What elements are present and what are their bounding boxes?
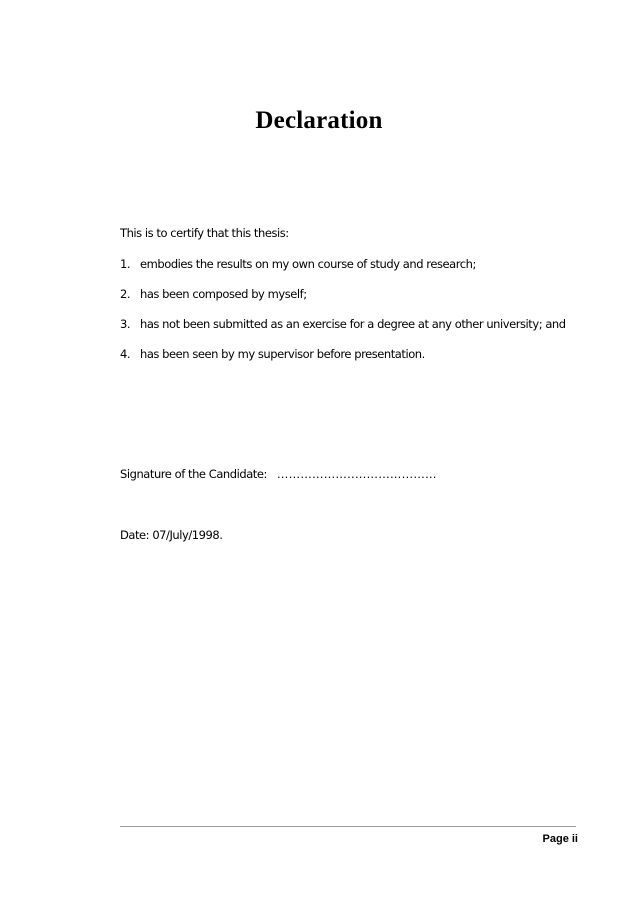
list-item [120,317,566,331]
list-item-number: 2. [120,287,131,301]
signature-line [120,467,437,481]
intro-text: This is to certify that this thesis: [120,226,289,240]
page-number: Page ii [542,833,578,845]
footer-divider [120,826,576,827]
list-item-text: has not been submitted as an exercise for a degree at any other university; and [140,317,566,331]
list-item [120,347,425,361]
signature-label: Signature of the Candidate: [120,467,267,481]
list-item-text: has been seen by my supervisor before presentation. [140,347,425,361]
page-title: Declaration [255,107,383,134]
list-item [120,287,307,301]
list-item [120,257,476,271]
list-item-number: 1. [120,257,131,271]
list-item-number: 3. [120,317,131,331]
list-item-text: embodies the results on my own course of study and research; [140,257,476,271]
list-item-number: 4. [120,347,131,361]
signature-dots: ………………..………………… [276,467,437,481]
date-text: Date: 07/July/1998. [120,528,223,542]
list-item-text: has been composed by myself; [140,287,307,301]
